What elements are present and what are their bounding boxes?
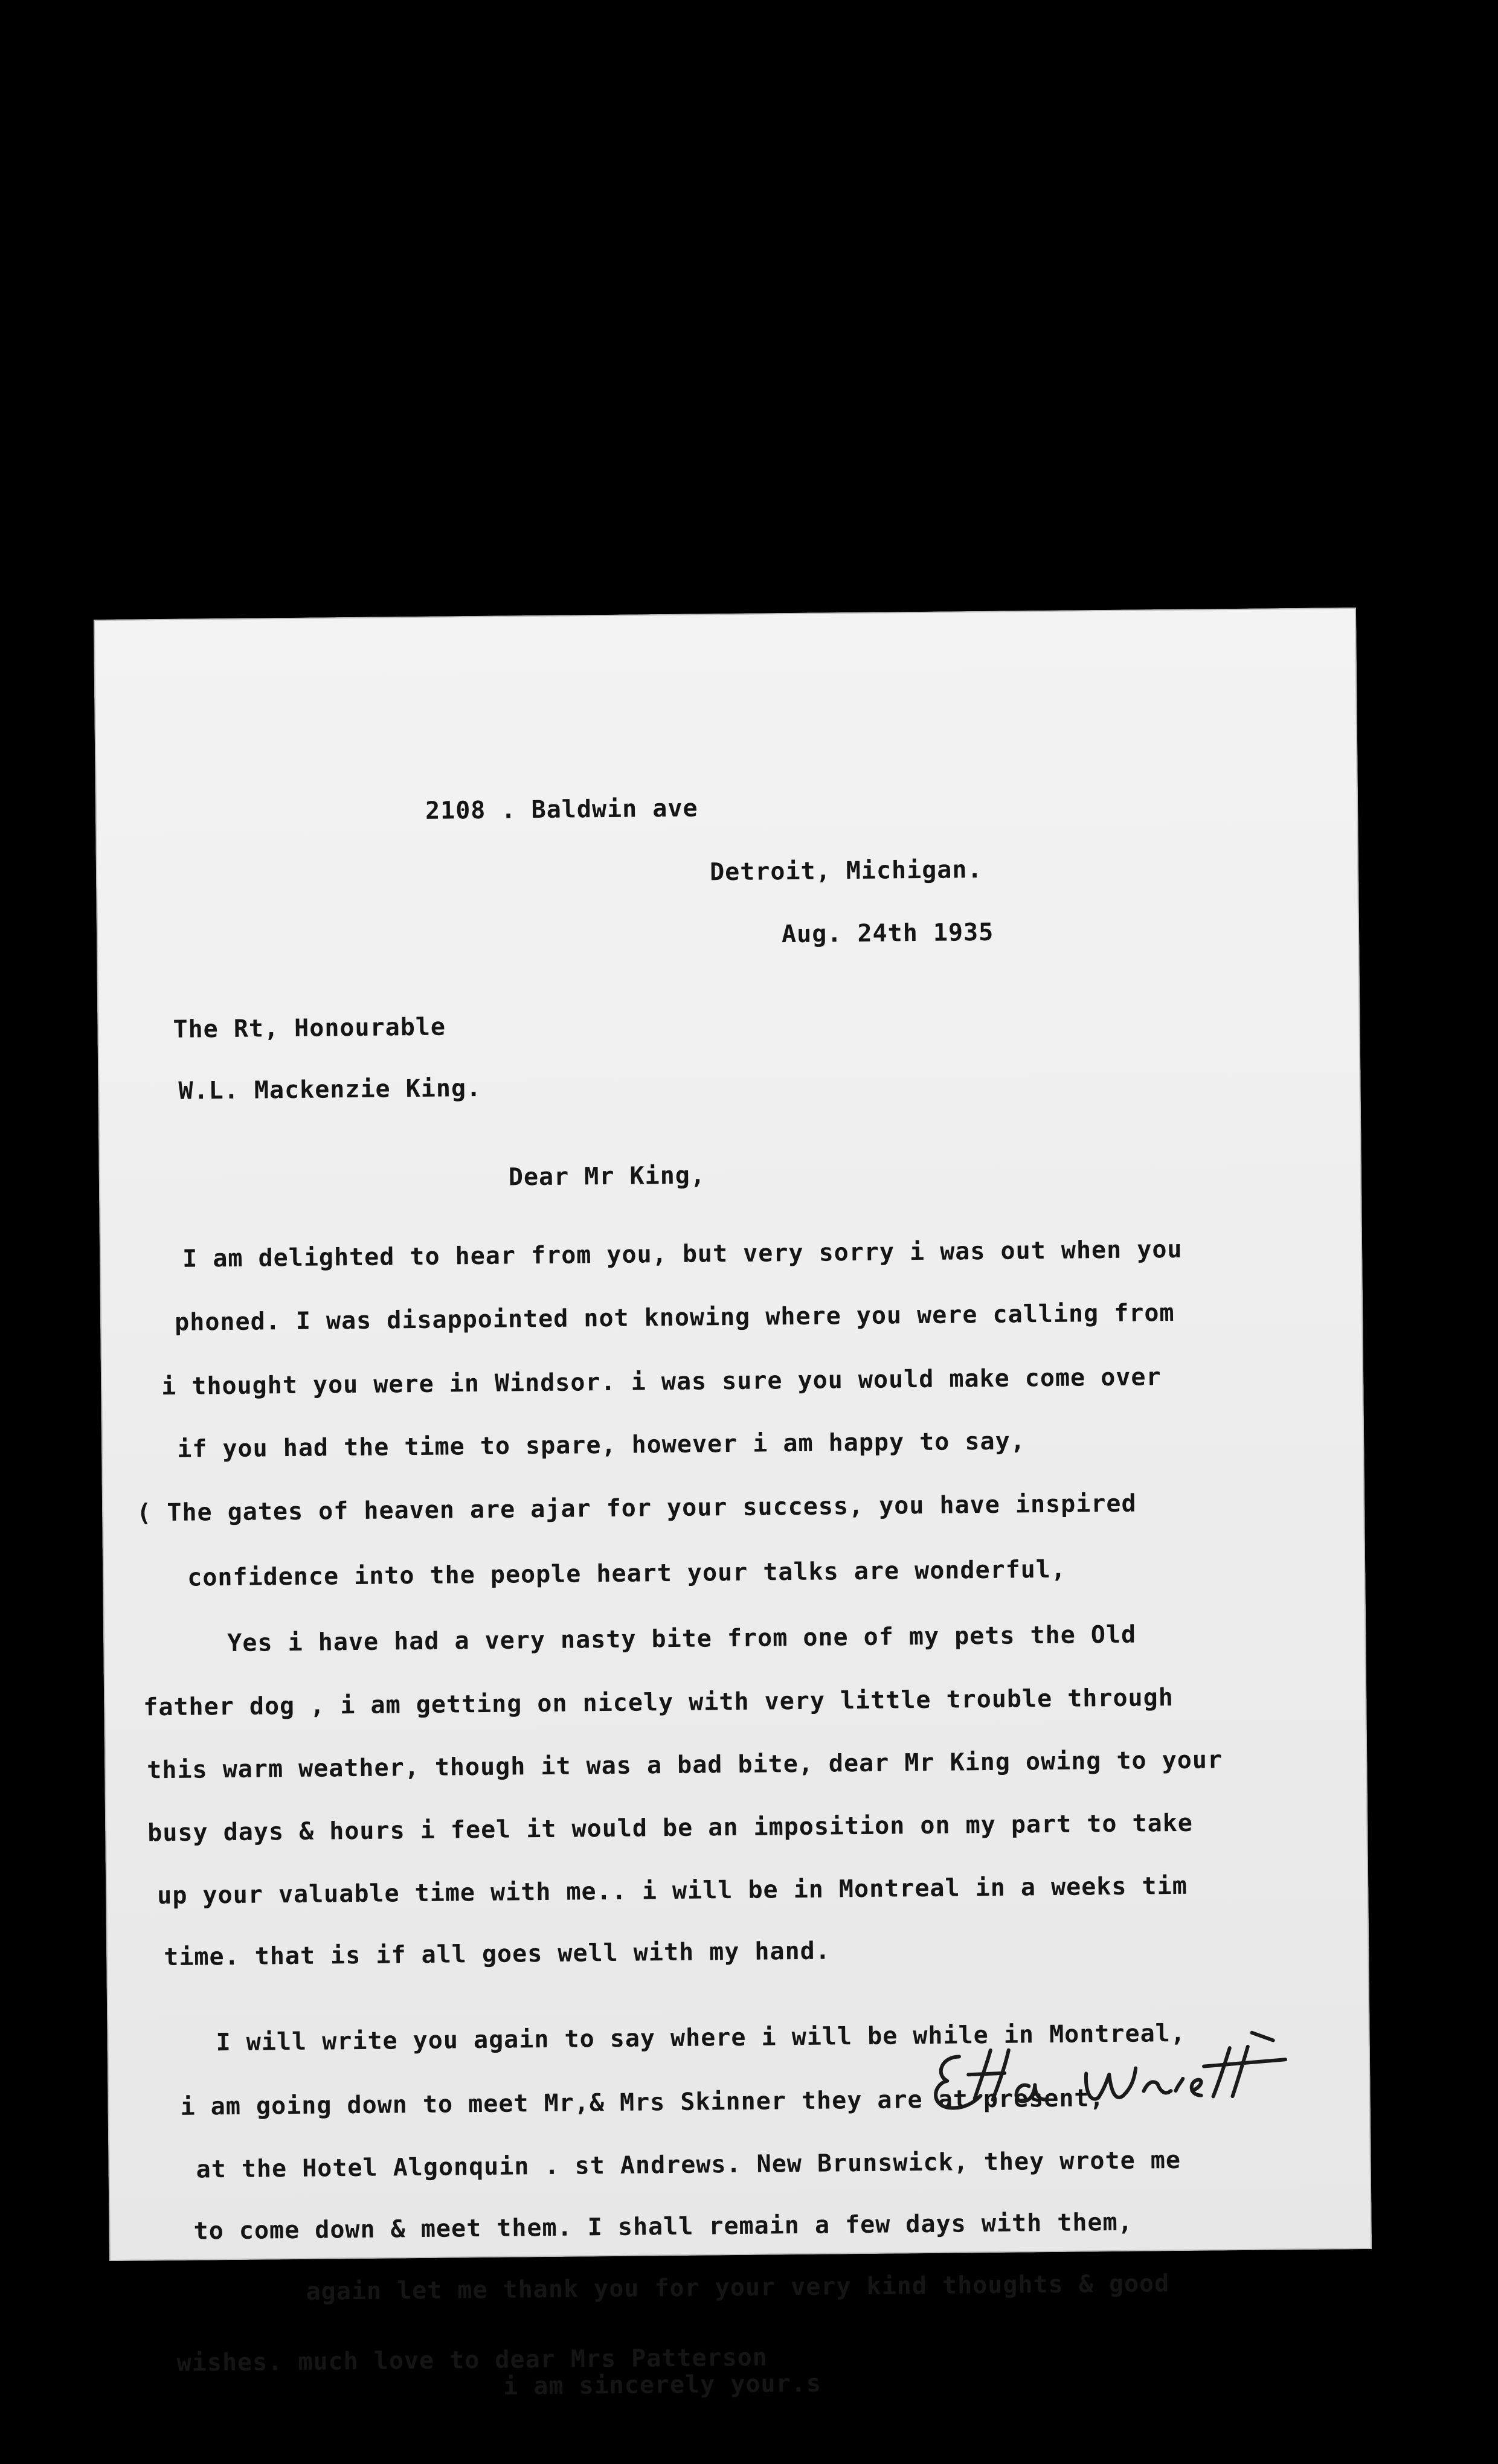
body-line: again let me thank you for your very kind thoughts & good (306, 2270, 1170, 2306)
body-line: up your valuable time with me.. i will be in Montreal in a weeks tim (157, 1872, 1188, 1910)
letter-date: Aug. 24th 1935 (781, 918, 994, 949)
letter-page (94, 608, 1372, 2401)
body-line: Yes i have had a very nasty bite from one of my pets the Old (227, 1620, 1137, 1658)
body-line: confidence into the people heart your talks are wonderful, (187, 1555, 1067, 1592)
body-line: ( The gates of heaven are ajar for your success, you have inspired (136, 1489, 1137, 1527)
address-street: 2108 . Baldwin ave (425, 794, 698, 825)
body-line: busy days & hours i feel it would be an imposition on my part to take (147, 1809, 1194, 1847)
body-line: I will write you again to say where i will be while in Montreal, (216, 2019, 1186, 2057)
handwritten-signature (923, 2029, 1298, 2123)
body-line: phoned. I was disappointed not knowing where you were calling from (174, 1298, 1175, 1336)
body-line: to come down & meet them. I shall remain a few days with them, (193, 2208, 1133, 2245)
body-line: i am going down to meet Mr,& Mrs Skinner they are at present, (180, 2084, 1105, 2121)
body-line: father dog , i am getting on nicely with very little trouble through (143, 1684, 1174, 1722)
body-line: wishes. much love to dear Mrs Patterson (176, 2343, 768, 2377)
address-city: Detroit, Michigan. (709, 855, 983, 887)
body-line: this warm weather, though it was a bad bite, dear Mr King owing to your (147, 1746, 1223, 1785)
body-line: time. that is if all goes well with my hand. (164, 1937, 831, 1972)
body-line: I am delighted to hear from you, but very sorry i was out when you (182, 1235, 1183, 1273)
body-line: i thought you were in Windsor. i was sure you would make come over (161, 1363, 1162, 1401)
recipient-title: The Rt, Honourable (173, 1013, 446, 1044)
body-line: i am sincerely your.s (503, 2369, 822, 2401)
recipient-name: W.L. Mackenzie King. (178, 1074, 482, 1105)
body-line: if you had the time to spare, however i am happy to say, (176, 1427, 1026, 1463)
salutation: Dear Mr King, (508, 1161, 706, 1192)
body-line: at the Hotel Algonquin . st Andrews. New Brunswick, they wrote me (196, 2146, 1181, 2184)
